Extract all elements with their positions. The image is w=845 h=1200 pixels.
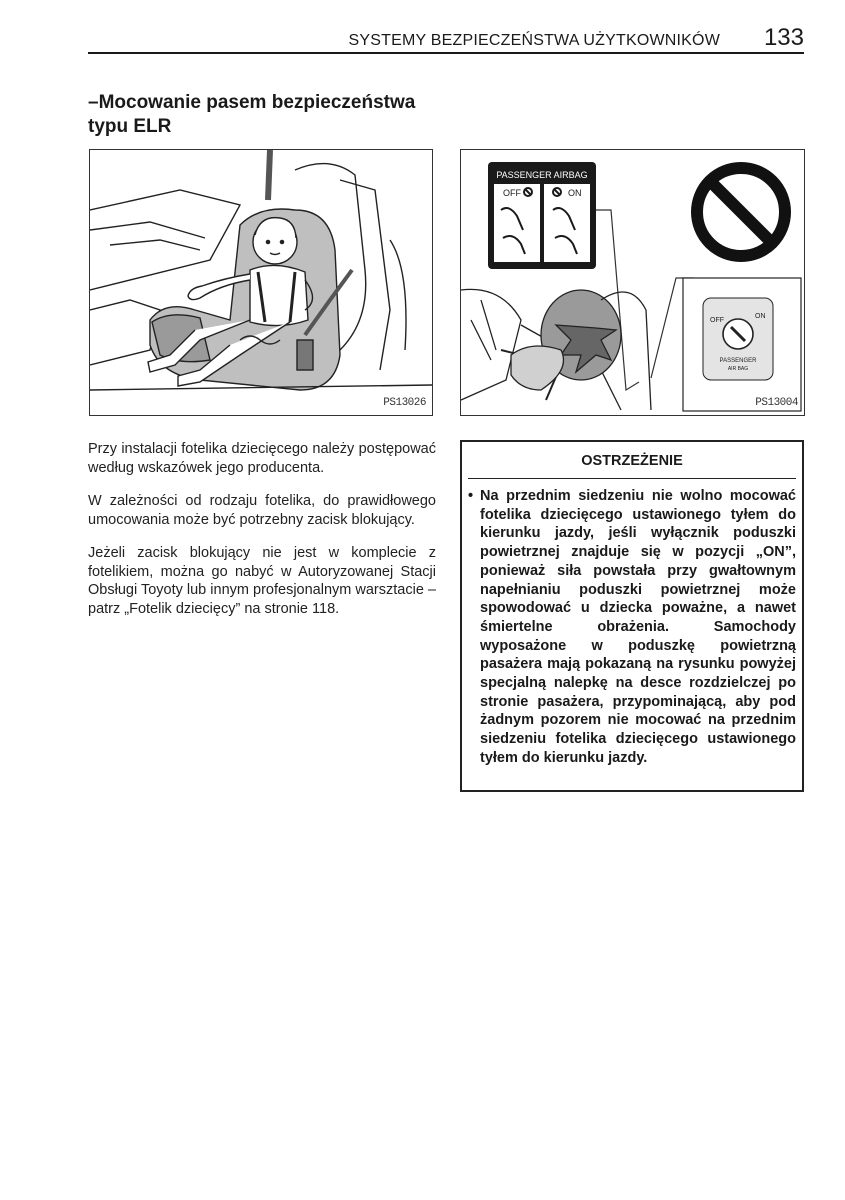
paragraph: Jeżeli zacisk blokujący nie jest w komplecie z fotelikiem, można go nabyć w Autoryzowanej Stacji Obsługi Toyoty lub innym profesjonalnym warsztacie – patrz „Fotelik dziecięcy” na stronie 118.	[88, 544, 436, 617]
airbag-warning-illustration	[460, 149, 805, 416]
page-number: 133	[763, 24, 804, 51]
child-seat-drawing	[90, 150, 432, 415]
warning-text: Na przednim siedzeniu nie wolno mocować fotelika dziecięcego ustawionego tyłem do kierunku jazdy, jeśli wyłącznik poduszki powietrznej znajduje się w pozycji „ON”, ponieważ siła powstała przy gwałtownym napełnianiu poduszki powietrznej może spowodować u dziecka poważne, a nawet śmiertelne obrażenia. Samochody wyposażone w poduszkę powietrzną pasażera mają pokazaną na rysunku powyżej specjalną nalepkę na desce rozdzielczej po stronie pasażera, przypominającą, aby pod żadnym pozorem nie mocować na przednim siedzeniu fotelika dziecięcego ustawionego tyłem do kierunku jazdy.	[480, 488, 796, 766]
section-title: –Mocowanie pasem bezpieczeństwa typu ELR	[88, 92, 416, 137]
body-text	[88, 440, 436, 633]
page-header	[88, 24, 804, 54]
paragraph: Przy instalacji fotelika dziecięcego należy postępować według wskazówek jego producenta.	[88, 441, 436, 476]
switch-sublabel: AIR BAG	[727, 366, 749, 372]
child-seat-illustration	[89, 149, 433, 416]
switch-label: PASSENGER	[719, 358, 757, 364]
bullet: •	[468, 488, 474, 504]
warning-title: OSTRZEŻENIE	[581, 453, 683, 469]
warning-body	[462, 479, 802, 768]
chapter-title: SYSTEMY BEZPIECZEŃSTWA UŻYTKOWNIKÓW	[348, 32, 720, 49]
paragraph: W zależności od rodzaju fotelika, do prawidłowego umocowania może być potrzebny zacisk blokujący.	[88, 492, 436, 528]
airbag-drawing	[461, 150, 804, 415]
figure-code: PS13026	[383, 397, 426, 409]
sticker-on-label: ON	[568, 188, 582, 198]
warning-box	[460, 440, 804, 792]
switch-off-label: OFF	[710, 317, 724, 324]
switch-on-label: ON	[755, 313, 766, 320]
figure-code: PS13004	[755, 397, 798, 409]
sticker-title: PASSENGER AIRBAG	[496, 170, 588, 180]
sticker-off-label: OFF	[503, 188, 521, 198]
